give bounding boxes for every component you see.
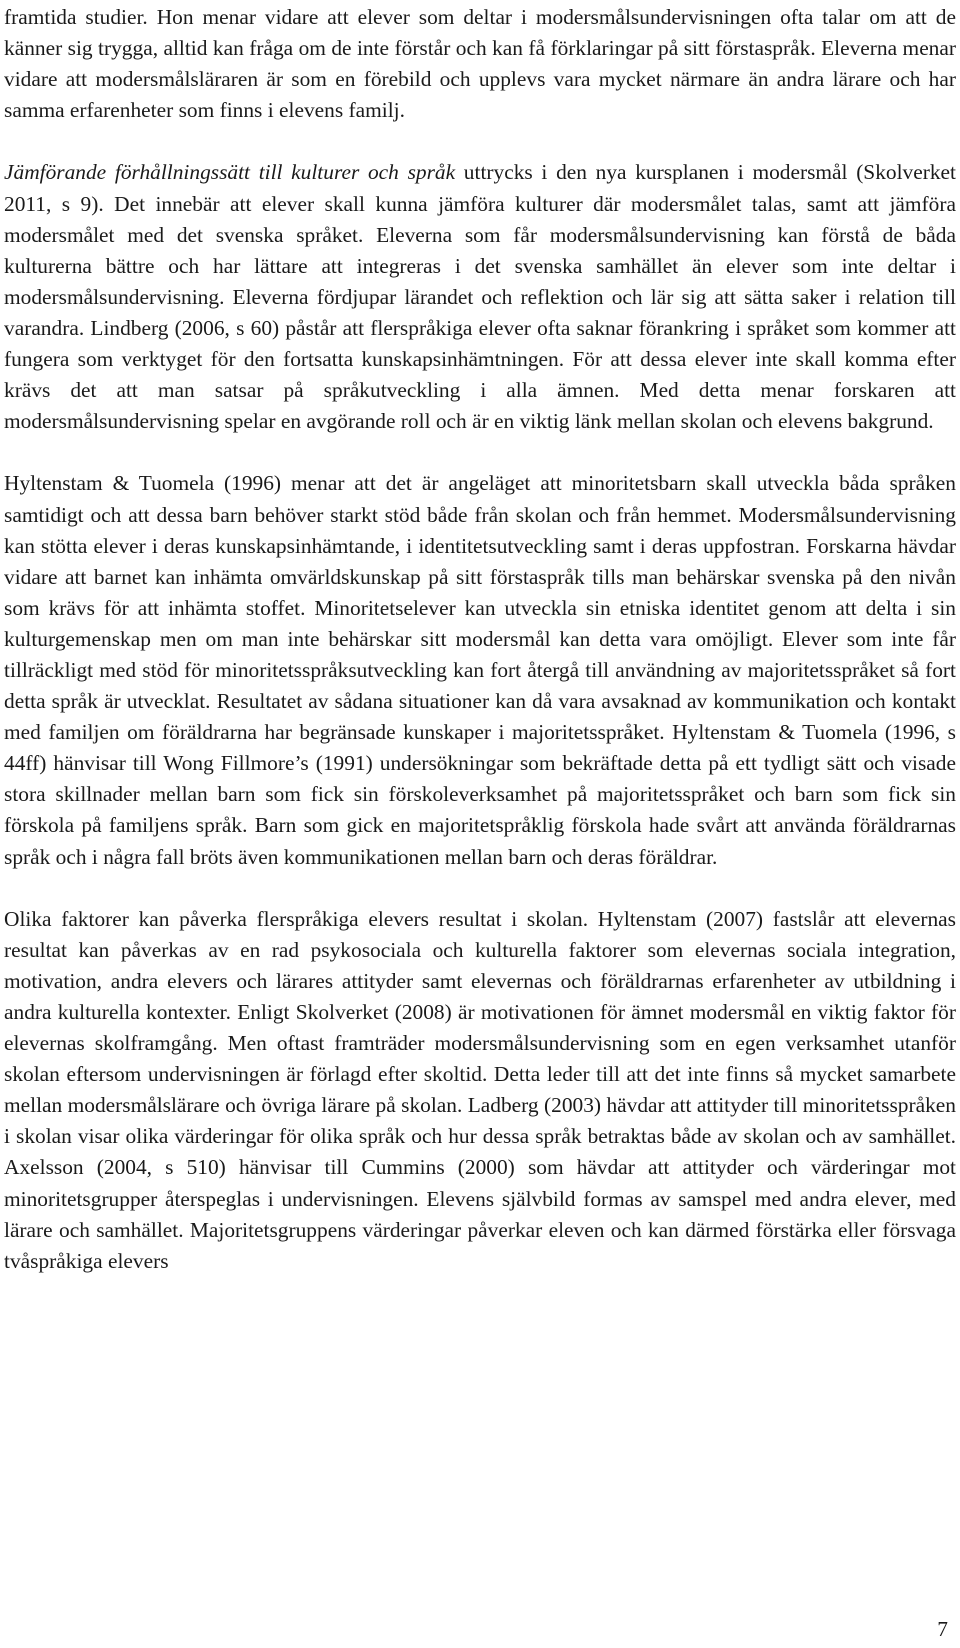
- paragraph-2: [4, 157, 956, 437]
- paragraph-2-italic-lead: Jämförande förhållningssätt till kulturer och språk: [4, 160, 456, 185]
- paragraph-1-text: framtida studier. Hon menar vidare att elever som deltar i modersmålsundervisningen ofta talar om att de känner sig trygga, alltid kan fråga om de inte förstår och kan få förklaringar på sitt förstaspråk. Eleverna menar vidare att modersmålsläraren är som en förebild och upplevs vara mycket närmare än andra lärare och har samma erfarenheter som finns i elevens familj.: [4, 5, 956, 123]
- paragraph-4-text: Olika faktorer kan påverka flerspråkiga elevers resultat i skolan. Hyltenstam (2007) fastslår att elevernas resultat kan påverkas av en rad psykosociala och kulturella faktorer som elevernas sociala integration, motivation, andra elevers och lärares attityder samt elevernas och föräldrarnas erfarenheter av utbildning i andra kulturella kontexter. Enligt Skolverket (2008) är motivationen för ämnet modersmål en viktig faktor för elevernas skolframgång. Men oftast framträder modersmålsundervisning som en egen verksamhet utanför skolan eftersom undervisningen är förlagd efter skoltid. Detta leder till att det inte finns så mycket samarbete mellan modersmålslärare och övriga lärare på skolan. Ladberg (2003) hävdar att attityder till minoritetsspråken i skolan visar olika värderingar för olika språk och hur dessa språk betraktas både av skolan och av samhället. Axelsson (2004, s 510) hänvisar till Cummins (2000) som hävdar att attityder och värderingar mot minoritetsgrupper återspeglas i undervisningen. Elevens självbild formas av samspel med andra elever, med lärare och samhället. Majoritetsgruppens värderingar påverkar eleven och kan därmed förstärka eller försvaga tvåspråkiga elevers: [4, 906, 956, 1273]
- paragraph-3: [4, 468, 956, 872]
- paragraph-3-text: Hyltenstam & Tuomela (1996) menar att det är angeläget att minoritetsbarn skall utveckla båda språken samtidigt och att dessa barn behöver starkt stöd både från skolan och från hemmet. Modersmålsundervisning kan stötta elever i deras kunskapsinhämtande, i identitetsutveckling samt i deras uppfostran. Forskarna hävdar vidare att barnet kan inhämta omvärldskunskap på sitt förstaspråk tills man behärskar svenska på den nivån som krävs för att inhämta stoffet. Minoritetselever kan utveckla sin etniska identitet genom att delta i sin kulturgemenskap men om man inte behärskar sitt modersmål kan detta vara omöjligt. Elever som inte får tillräckligt med stöd för minoritetsspråksutveckling kan fort återgå till användning av majoritetsspråket så fort detta språk är utvecklat. Resultatet av sådana situationer kan då vara avsaknad av kommunikation och kontakt med familjen om föräldrarna har begränsade kunskaper i majoritetsspråket. Hyltenstam & Tuomela (1996, s 44ff) hänvisar till Wong Fillmore’s (1991) undersökningar som bekräftade detta på ett tydligt sätt och visade stora skillnader mellan barn som fick sin förskoleverksamhet på majoritetsspråket och barn som fick sin förskola på familjens språk. Barn som gick en majoritetspråklig förskola hade svårt att använda föräldrarnas språk och i några fall bröts även kommunikationen mellan barn och deras föräldrar.: [4, 471, 956, 869]
- paragraph-2-text: uttrycks i den nya kursplanen i modersmål (Skolverket 2011, s 9). Det innebär att elever skall kunna jämföra kulturer där modersmålet talas, samt att jämföra modersmålet med det svenska språket. Eleverna som får modersmålsundervisning kan förstå de båda kulturerna bättre och har lättare att integreras i det svenska samhället än elever som inte deltar i modersmålsundervisning. Eleverna fördjupar lärandet och reflektion och lär sig att sätta saker i relation till varandra. Lindberg (2006, s 60) påstår att flerspråkiga elever ofta saknar förankring i språket som kommer att fungera som verktyget för den fortsatta kunskapsinhämtningen. För att dessa elever inte skall komma efter krävs det att man satsar på språkutveckling i alla ämnen. Med detta menar forskaren att modersmålsundervisning spelar en avgörande roll och är en viktig länk mellan skolan och elevens bakgrund.: [4, 160, 956, 434]
- paragraph-1: [4, 2, 956, 126]
- body-text: [4, 2, 956, 1277]
- page-number: 7: [937, 1617, 948, 1641]
- paragraph-4: [4, 904, 956, 1277]
